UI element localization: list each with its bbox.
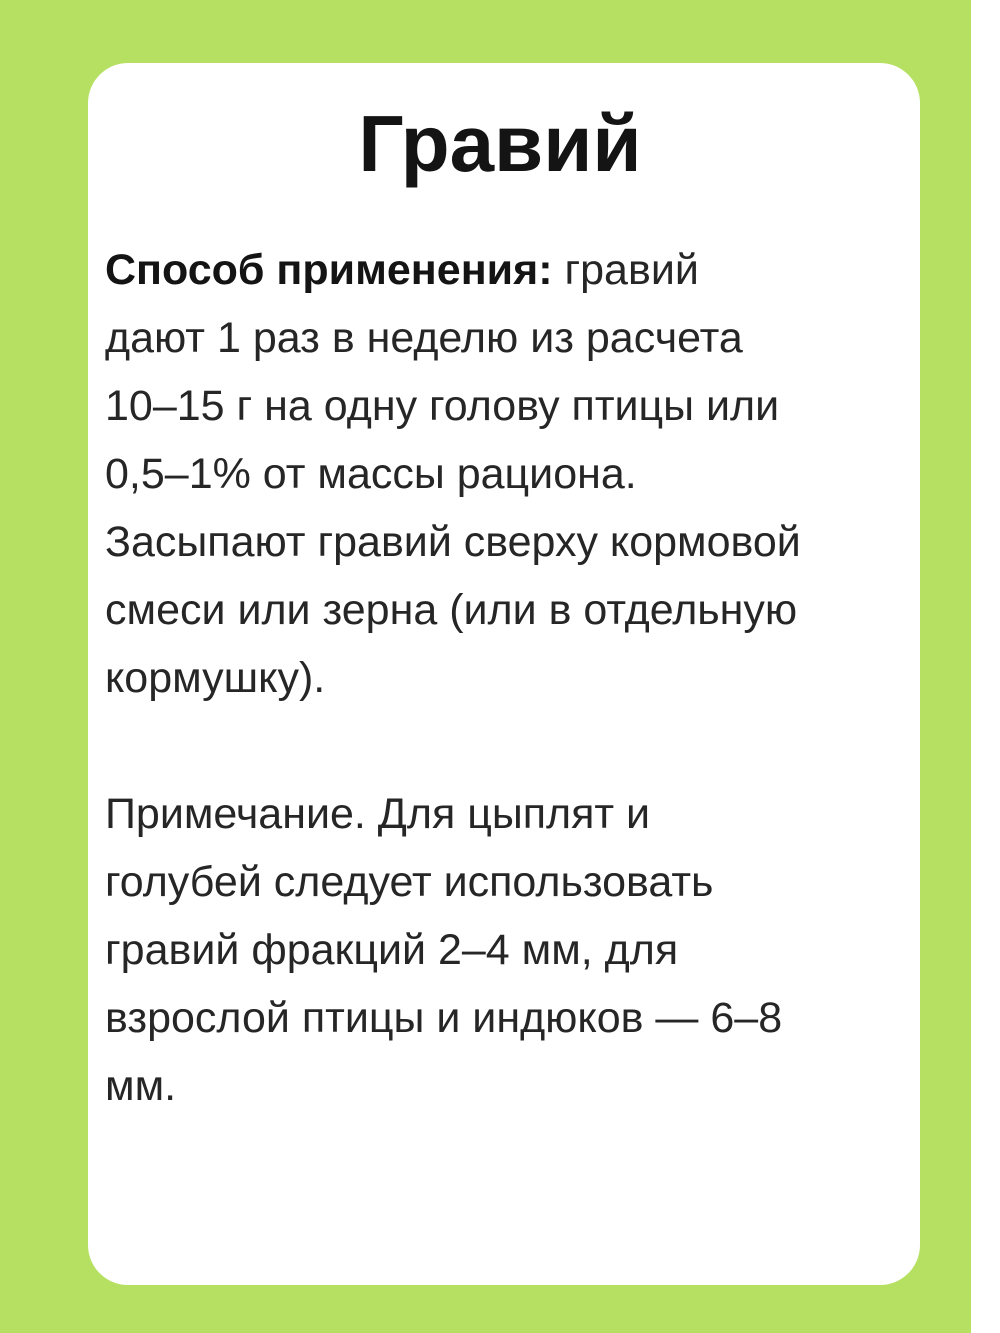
note-line-4: взрослой птицы и индюков — 6–8: [105, 994, 783, 1042]
usage-line-4: 0,5–1% от массы рациона.: [105, 450, 637, 498]
usage-line-6: смеси или зерна (или в отдельную: [105, 586, 798, 634]
usage-line-2: дают 1 раз в неделю из расчета: [105, 314, 743, 362]
note-line-2: голубей следует использовать: [105, 858, 714, 906]
usage-label: Способ применения:: [105, 246, 553, 294]
usage-paragraph: [105, 236, 905, 712]
note-line-1: Примечание. Для цыплят и: [105, 790, 651, 838]
card-title: Гравий: [358, 99, 642, 188]
note-line-3: гравий фракций 2–4 мм, для: [105, 926, 679, 974]
usage-line-1: [105, 236, 905, 304]
usage-line-3: 10–15 г на одну голову птицы или: [105, 382, 780, 430]
usage-line-5: Засыпают гравий сверху кормовой: [105, 518, 801, 566]
note-paragraph: [105, 780, 905, 1120]
usage-line-7: кормушку).: [105, 654, 326, 702]
usage-line-1-text: гравий: [552, 246, 699, 294]
note-line-5: мм.: [105, 1062, 177, 1110]
